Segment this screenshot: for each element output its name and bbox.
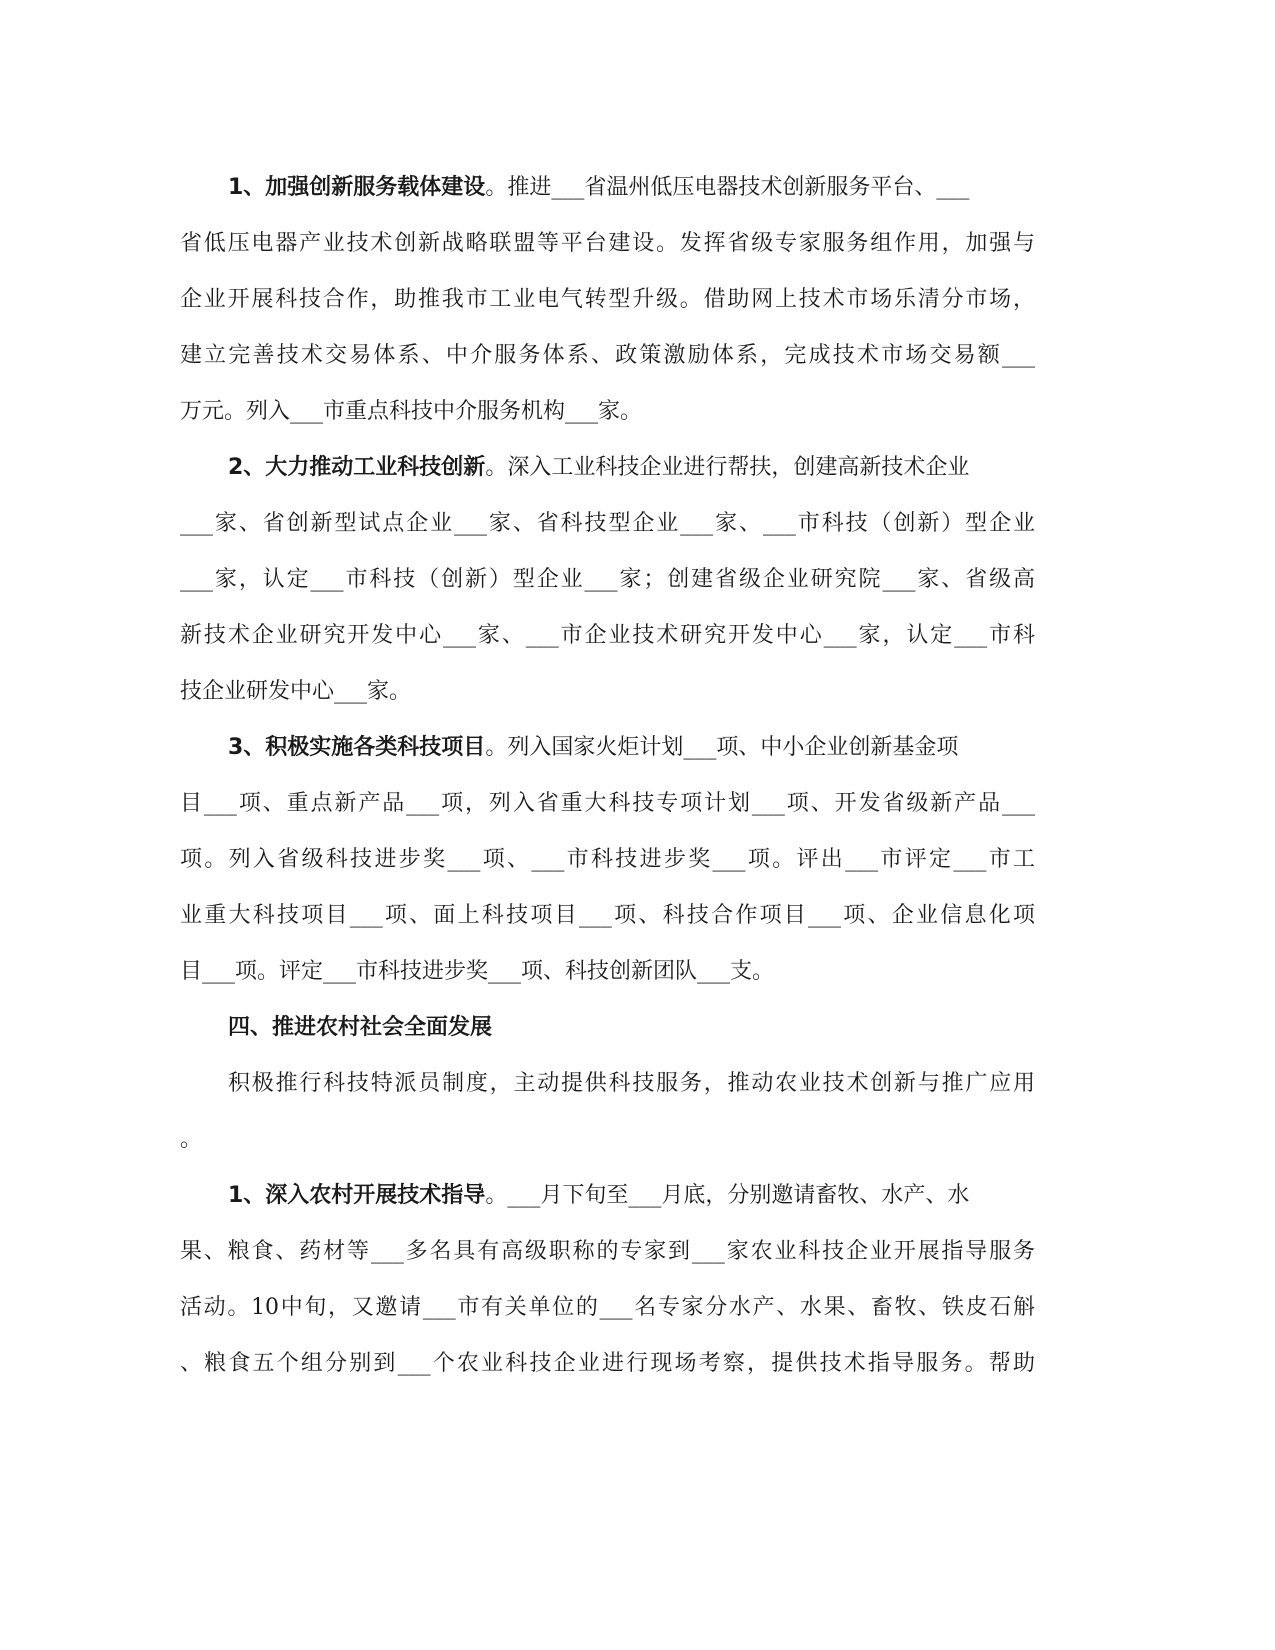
section-4-title-text: 四、推进农村社会全面发展 — [228, 1015, 493, 1040]
paragraph-3-heading: 3、积极实施各类科技项目 — [228, 735, 486, 760]
paragraph-5-heading: 1、深入农村开展技术指导 — [228, 1183, 486, 1208]
paragraph-2-line-2: ___家、省创新型试点企业___家、省科技型企业___家、___市科技（创新）型企业 — [180, 511, 1035, 536]
paragraph-3-line-2: 目___项、重点新产品___项，列入省重大科技专项计划___项、开发省级新产品___ — [180, 791, 1035, 816]
paragraph-3-line-4: 业重大科技项目___项、面上科技项目___项、科技合作项目___项、企业信息化项 — [180, 903, 1035, 928]
paragraph-1-line-5: 万元。列入___市重点科技中介服务机构___家。 — [180, 399, 643, 424]
section-4-title — [180, 1010, 1035, 1046]
paragraph-5-text: 。___月下旬至___月底，分别邀请畜牧、水产、水 — [485, 1183, 970, 1208]
paragraph-2-line-1 — [180, 450, 1035, 486]
paragraph-1-line-1 — [180, 170, 1035, 206]
paragraph-3-line-5: 目___项。评定___市科技进步奖___项、科技创新团队___支。 — [180, 959, 775, 984]
paragraph-3-text: 。列入国家火炬计划___项、中小企业创新基金项 — [485, 735, 959, 760]
paragraph-3-line-1 — [180, 730, 1035, 766]
paragraph-2-text: 。深入工业科技企业进行帮扶，创建高新技术企业 — [485, 455, 970, 480]
paragraph-1-line-4: 建立完善技术交易体系、中介服务体系、政策激励体系，完成技术市场交易额___ — [180, 343, 1035, 368]
paragraph-5-line-2: 果、粮食、药材等___多名具有高级职称的专家到___家农业科技企业开展指导服务 — [180, 1239, 1035, 1264]
paragraph-5-line-1 — [180, 1178, 1035, 1214]
paragraph-5-line-4: 、粮食五个组分别到___个农业科技企业进行现场考察，提供技术指导服务。帮助 — [180, 1351, 1035, 1376]
paragraph-1-text: 。推进___省温州低压电器技术创新服务平台、___ — [485, 175, 970, 200]
paragraph-3-line-3: 项。列入省级科技进步奖___项、___市科技进步奖___项。评出___市评定___市工 — [180, 847, 1035, 872]
paragraph-2-line-3: ___家，认定___市科技（创新）型企业___家；创建省级企业研究院___家、省级高 — [180, 567, 1035, 592]
paragraph-1-line-3: 企业开展科技合作，助推我市工业电气转型升级。借助网上技术市场乐清分市场， — [180, 287, 1035, 312]
paragraph-2-line-4: 新技术企业研究开发中心___家、___市企业技术研究开发中心___家，认定___市科 — [180, 623, 1035, 648]
paragraph-1-line-2: 省低压电器产业技术创新战略联盟等平台建设。发挥省级专家服务组作用，加强与 — [180, 231, 1035, 256]
paragraph-5-line-3: 活动。10中旬，又邀请___市有关单位的___名专家分水产、水果、畜牧、铁皮石斛 — [180, 1295, 1035, 1320]
paragraph-4-line-2: 。 — [180, 1127, 203, 1152]
paragraph-4-line-1: 积极推行科技特派员制度，主动提供科技服务，推动农业技术创新与推广应用 — [228, 1071, 1035, 1096]
paragraph-2-line-5: 技企业研发中心___家。 — [180, 679, 412, 704]
paragraph-1-heading: 1、加强创新服务载体建设 — [228, 175, 486, 200]
paragraph-2-heading: 2、大力推动工业科技创新 — [228, 455, 486, 480]
